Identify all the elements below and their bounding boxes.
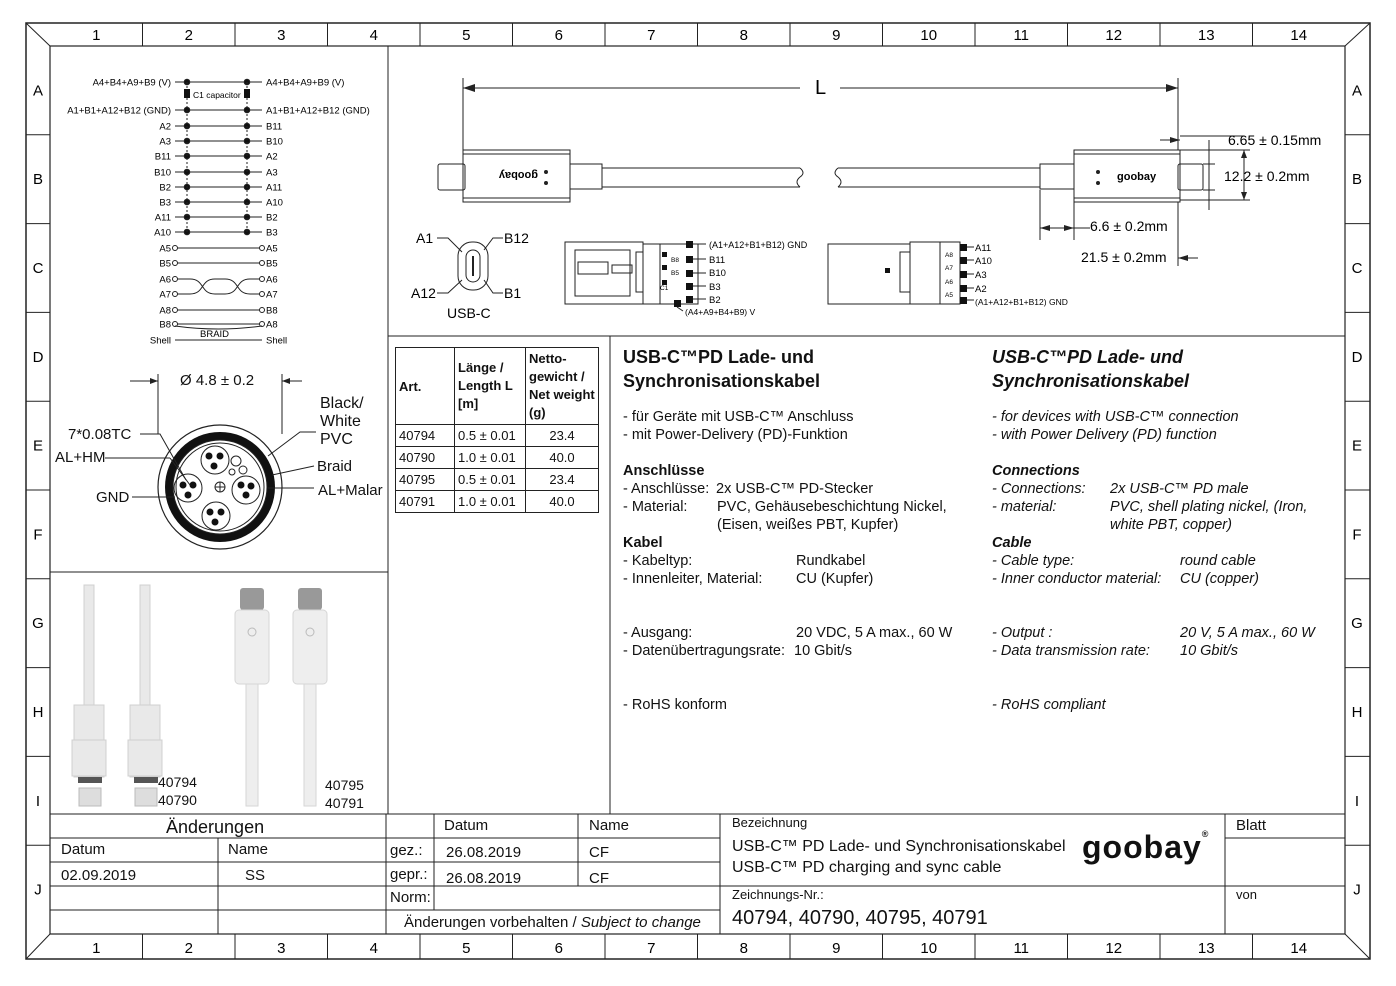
grid-row-label: J bbox=[1353, 881, 1361, 899]
pcb-left-gnd: (A1+A12+B1+B12) GND bbox=[709, 240, 808, 250]
grid-row-label: J bbox=[34, 881, 42, 899]
spec-en-conductor-row bbox=[992, 570, 1337, 588]
grid-column-label: 1 bbox=[92, 940, 101, 957]
spec-en-rate-key: - Data transmission rate: bbox=[992, 643, 1150, 659]
table-cell-art: 40790 bbox=[396, 447, 455, 469]
dimension-6-65: 6.65 ± 0.15mm bbox=[1228, 132, 1322, 148]
spec-en-material-value2: white PBT, copper) bbox=[1110, 517, 1232, 533]
pcb-left-small-c1: C1 bbox=[660, 285, 669, 292]
spec-german bbox=[623, 345, 983, 714]
wiring-pin-left: A3 bbox=[159, 136, 171, 148]
grid-column-label: 4 bbox=[369, 27, 378, 44]
grid-row-label: A bbox=[32, 82, 44, 100]
subject-to-change bbox=[404, 914, 701, 931]
table-row bbox=[396, 425, 599, 447]
grid-column-label: 10 bbox=[920, 27, 938, 44]
wiring-pin-right: Shell bbox=[266, 335, 288, 347]
spec-de-cable-heading: Kabel bbox=[623, 535, 663, 551]
spec-de-material-key: - Material: bbox=[623, 499, 688, 515]
pcb-left-drawing bbox=[565, 241, 706, 311]
changes-date-header: Datum bbox=[61, 841, 106, 858]
designation-label: Bezeichnung bbox=[732, 815, 808, 830]
jacket-label-line2: White bbox=[320, 413, 361, 430]
spec-de-conductor-row bbox=[623, 570, 983, 588]
of-label: von bbox=[1236, 887, 1257, 902]
pcb-left-small-b5: B5 bbox=[671, 270, 679, 277]
usbc-b1: B1 bbox=[504, 285, 522, 301]
spec-en-conn-row bbox=[992, 480, 1337, 498]
usbc-a1: A1 bbox=[416, 230, 434, 246]
table-row bbox=[396, 469, 599, 491]
spec-en-cabletype-value: round cable bbox=[1180, 553, 1256, 569]
grid-column-label: 12 bbox=[1105, 27, 1123, 44]
pcb-right-pin-a11: A11 bbox=[975, 243, 992, 254]
spec-en-rate-value: 10 Gbit/s bbox=[1180, 643, 1239, 659]
grid-column-label: 4 bbox=[369, 940, 378, 957]
grid-column-label: 6 bbox=[554, 27, 563, 44]
grid-column-label: 14 bbox=[1290, 940, 1308, 957]
diameter-label: Ø 4.8 ± 0.2 bbox=[180, 372, 255, 389]
grid-column-label: 1 bbox=[92, 27, 101, 44]
wiring-pin-left: A10 bbox=[154, 227, 171, 239]
wiring-pin-right: B11 bbox=[266, 121, 283, 133]
spec-en-cabletype-key: - Cable type: bbox=[992, 553, 1075, 569]
capacitor-symbol bbox=[184, 89, 190, 98]
pcb-left-small-b8: B8 bbox=[671, 257, 679, 264]
drawing-number-label: Zeichnungs-Nr.: bbox=[732, 887, 824, 902]
alhm-label: AL+HM bbox=[55, 449, 106, 466]
wiring-pin-left: A1+B1+A12+B12 (GND) bbox=[67, 105, 171, 117]
wiring-pin-right: A8 bbox=[266, 319, 278, 331]
usbc-title: USB-C bbox=[447, 305, 491, 321]
grid-row-label: D bbox=[1351, 348, 1363, 366]
table-cell-length: 0.5 ± 0.01 bbox=[455, 425, 526, 447]
pcb-right-pin-a2: A2 bbox=[975, 284, 987, 295]
grid-column-label: 13 bbox=[1197, 940, 1215, 957]
gepr-date: 26.08.2019 bbox=[446, 870, 522, 887]
dimension-12-2: 12.2 ± 0.2mm bbox=[1224, 168, 1310, 184]
length-label: L bbox=[815, 77, 827, 99]
pcb-right-pin-a10: A10 bbox=[975, 256, 992, 267]
spec-en-material-row2 bbox=[992, 516, 1337, 534]
spec-de-output-key: - Ausgang: bbox=[623, 625, 693, 641]
grid-row-label: C bbox=[1351, 260, 1363, 277]
usb-c-face bbox=[437, 238, 503, 293]
wiring-pin-left: Shell bbox=[149, 335, 171, 347]
spec-de-rate-value: 10 Gbit/s bbox=[794, 643, 853, 659]
table-cell-weight: 23.4 bbox=[526, 425, 599, 447]
jacket-label-line1: Black/ bbox=[320, 395, 364, 412]
wiring-pin-right: B3 bbox=[266, 227, 278, 239]
tc-label: 7*0.08TC bbox=[68, 426, 132, 443]
grid-column-label: 9 bbox=[832, 940, 841, 957]
approval-name-header: Name bbox=[589, 817, 630, 834]
grid-column-label: 11 bbox=[1013, 27, 1030, 44]
pcb-left-pin-b2: B2 bbox=[709, 295, 721, 306]
wiring-pin-right: A6 bbox=[266, 274, 278, 286]
spec-de-material-row2 bbox=[623, 516, 983, 534]
spec-de-cabletype-value: Rundkabel bbox=[796, 553, 866, 569]
grid-column-label: 11 bbox=[1013, 940, 1030, 957]
grid-row-label: F bbox=[1352, 526, 1362, 544]
wiring-pin-left: A7 bbox=[159, 289, 171, 301]
subject-en: Subject to change bbox=[580, 914, 701, 931]
grid-column-label: 7 bbox=[647, 940, 656, 957]
jacket-label bbox=[320, 395, 380, 449]
wiring-pin-right: A1+B1+A12+B12 (GND) bbox=[266, 105, 370, 117]
table-cell-art: 40795 bbox=[396, 469, 455, 491]
spec-en-conn-key: - Connections: bbox=[992, 481, 1086, 497]
spec-en-material-key: - material: bbox=[992, 499, 1057, 515]
grid-column-label: 3 bbox=[277, 27, 286, 44]
grid-row-label: B bbox=[32, 171, 44, 189]
capacitor-label: C1 capacitor bbox=[193, 90, 241, 100]
spec-de-title1: USB-C™PD Lade- und bbox=[623, 347, 814, 367]
gnd-label: GND bbox=[96, 489, 130, 506]
table-header-weight: Netto-gewicht / Net weight (g) bbox=[526, 348, 599, 425]
pcb-right-pin-a3: A3 bbox=[975, 270, 987, 281]
wiring-pin-right: B5 bbox=[266, 258, 278, 270]
braid-label-section: Braid bbox=[317, 458, 353, 475]
grid-row-label: B bbox=[1351, 171, 1363, 189]
grid-column-label: 2 bbox=[184, 940, 193, 957]
grid-row-label: D bbox=[32, 348, 44, 366]
spec-en-bullet2: - with Power Delivery (PD) function bbox=[992, 427, 1217, 443]
spec-en-material-value: PVC, shell plating nickel, (Iron, bbox=[1110, 499, 1308, 515]
grid-row-label: F bbox=[33, 526, 43, 544]
table-cell-length: 1.0 ± 0.01 bbox=[455, 447, 526, 469]
grid-row-label: G bbox=[1351, 615, 1363, 633]
pcb-right-small-a7: A7 bbox=[945, 265, 953, 272]
wiring-pin-left: A2 bbox=[159, 121, 171, 133]
capacitor-symbol-right bbox=[244, 89, 250, 98]
wiring-pin-right: B8 bbox=[266, 305, 278, 317]
table-cell-art: 40794 bbox=[396, 425, 455, 447]
grid-column-label: 8 bbox=[739, 940, 748, 957]
spec-de-title2: Synchronisationskabel bbox=[623, 371, 821, 391]
gez-date: 26.08.2019 bbox=[446, 844, 522, 861]
grid-column-label: 13 bbox=[1197, 27, 1215, 44]
spec-en-conductor-key: - Inner conductor material: bbox=[992, 571, 1162, 587]
table-cell-length: 1.0 ± 0.01 bbox=[455, 491, 526, 513]
change-date: 02.09.2019 bbox=[61, 867, 137, 884]
table-header-art: Art. bbox=[396, 348, 455, 425]
wiring-pin-right: A10 bbox=[266, 197, 283, 209]
photo-label-40791: 40791 bbox=[325, 795, 364, 811]
grid-row-label: E bbox=[32, 437, 44, 455]
plug-logo-left: goobay bbox=[498, 169, 538, 181]
spec-de-conn-row bbox=[623, 480, 983, 498]
pcb-left-pin-b10: B10 bbox=[709, 268, 726, 279]
gepr-label: gepr.: bbox=[390, 866, 428, 883]
grid-row-label: I bbox=[1354, 792, 1360, 810]
spec-de-output-value: 20 VDC, 5 A max., 60 W bbox=[796, 625, 953, 641]
pcb-right-small-a8: A8 bbox=[945, 252, 953, 259]
spec-de-conn-key: - Anschlüsse: bbox=[623, 481, 710, 497]
wiring-pin-left: A6 bbox=[159, 274, 171, 286]
dimension-6-6: 6.6 ± 0.2mm bbox=[1090, 218, 1168, 234]
wiring-pin-left: A8 bbox=[159, 305, 171, 317]
grid-row-label: C bbox=[32, 260, 44, 277]
table-cell-art: 40791 bbox=[396, 491, 455, 513]
photo-label-40795: 40795 bbox=[325, 777, 364, 793]
grid-row-label: G bbox=[32, 615, 44, 633]
gez-name: CF bbox=[589, 844, 609, 861]
spec-en-cabletype-row bbox=[992, 552, 1337, 570]
pcb-left-pin-b11: B11 bbox=[709, 255, 726, 266]
spec-en-output-row bbox=[992, 624, 1337, 642]
change-name: SS bbox=[245, 867, 266, 884]
pcb-right-gnd: (A1+A12+B1+B12) GND bbox=[975, 297, 1068, 307]
wiring-pin-left: A5 bbox=[159, 243, 171, 255]
usbc-a12: A12 bbox=[411, 285, 436, 301]
grid-column-label: 5 bbox=[462, 27, 471, 44]
grid-column-label: 3 bbox=[277, 940, 286, 957]
photo-label-40790: 40790 bbox=[158, 792, 197, 808]
wiring-pin-left: B11 bbox=[154, 151, 171, 163]
spec-en-conductor-value: CU (copper) bbox=[1180, 571, 1259, 587]
spec-en-material-row bbox=[992, 498, 1337, 516]
changes-name-header: Name bbox=[228, 841, 269, 858]
table-cell-weight: 40.0 bbox=[526, 491, 599, 513]
spec-en-output-key: - Output : bbox=[992, 625, 1053, 641]
plug-logo-right: goobay bbox=[1117, 171, 1157, 183]
wiring-pin-left: B8 bbox=[159, 319, 171, 331]
wiring-pin-left: A4+B4+A9+B9 (V) bbox=[92, 77, 171, 89]
spec-de-output-row bbox=[623, 624, 983, 642]
spec-en-title1: USB-C™PD Lade- und bbox=[992, 347, 1183, 367]
pcb-left-pin-b3: B3 bbox=[709, 282, 721, 293]
wiring-pin-left: A11 bbox=[154, 212, 171, 224]
table-cell-length: 0.5 ± 0.01 bbox=[455, 469, 526, 491]
spec-de-bullet1: - für Geräte mit USB-C™ Anschluss bbox=[623, 409, 854, 425]
pcb-right-small-a5: A5 bbox=[945, 292, 953, 299]
spec-en-bullet1: - for devices with USB-C™ connection bbox=[992, 409, 1239, 425]
spec-english bbox=[992, 345, 1337, 714]
spec-de-conductor-key: - Innenleiter, Material: bbox=[623, 571, 763, 587]
spec-de-cabletype-row bbox=[623, 552, 983, 570]
jacket-label-line3: PVC bbox=[320, 431, 353, 448]
dimension-21-5: 21.5 ± 0.2mm bbox=[1081, 249, 1167, 265]
changes-heading: Änderungen bbox=[166, 817, 265, 837]
wiring-pin-right: B10 bbox=[266, 136, 283, 148]
photo-label-40794: 40794 bbox=[158, 774, 197, 790]
sheet-label: Blatt bbox=[1236, 817, 1267, 834]
grid-column-label: 10 bbox=[920, 940, 938, 957]
wiring-pin-left: B10 bbox=[154, 167, 171, 179]
table-cell-weight: 23.4 bbox=[526, 469, 599, 491]
wiring-pin-right: A5 bbox=[266, 243, 278, 255]
wiring-pin-right: A4+B4+A9+B9 (V) bbox=[266, 77, 345, 89]
table-header-length: Länge / Length L [m] bbox=[455, 348, 526, 425]
spec-en-rohs: - RoHS compliant bbox=[992, 697, 1106, 713]
gepr-name: CF bbox=[589, 870, 609, 887]
spec-de-rohs: - RoHS konform bbox=[623, 697, 727, 713]
wiring-pin-right: B2 bbox=[266, 212, 278, 224]
table-row bbox=[396, 447, 599, 469]
spec-de-material-value: PVC, Gehäusebeschichtung Nickel, bbox=[717, 499, 947, 515]
grid-row-label: A bbox=[1351, 82, 1363, 100]
photo-label-right bbox=[325, 776, 364, 812]
grid-row-label: E bbox=[1351, 437, 1363, 455]
spec-en-rate-row bbox=[992, 642, 1337, 660]
goobay-logo: goobay® bbox=[1082, 829, 1210, 865]
drawing-number: 40794, 40790, 40795, 40791 bbox=[732, 907, 988, 929]
wiring-pin-left: B5 bbox=[159, 258, 171, 270]
spec-de-conn-heading: Anschlüsse bbox=[623, 463, 705, 479]
spec-en-title2: Synchronisationskabel bbox=[992, 371, 1190, 391]
grid-column-label: 9 bbox=[832, 27, 841, 44]
grid-column-label: 6 bbox=[554, 940, 563, 957]
spec-en-output-value: 20 V, 5 A max., 60 W bbox=[1180, 625, 1315, 641]
usbc-b12: B12 bbox=[504, 230, 529, 246]
grid-column-label: 7 bbox=[647, 27, 656, 44]
table-row bbox=[396, 491, 599, 513]
article-table bbox=[395, 347, 599, 513]
grid-column-label: 5 bbox=[462, 940, 471, 957]
description-de: USB-C™ PD Lade- und Synchronisationskabel bbox=[732, 838, 1066, 855]
wiring-pin-right: A11 bbox=[266, 182, 283, 194]
spec-de-conn-value: 2x USB-C™ PD-Stecker bbox=[716, 481, 874, 497]
spec-en-conn-heading: Connections bbox=[992, 463, 1080, 479]
pcb-left-v: (A4+A9+B4+B9) V bbox=[685, 307, 756, 317]
grid-column-label: 12 bbox=[1105, 940, 1123, 957]
grid-row-label: H bbox=[32, 704, 44, 721]
wiring-pin-left: B3 bbox=[159, 197, 171, 209]
grid-column-label: 14 bbox=[1290, 27, 1308, 44]
spec-de-rate-key: - Datenübertragungsrate: bbox=[623, 643, 786, 659]
spec-de-rate-row bbox=[623, 642, 983, 660]
spec-de-material-row bbox=[623, 498, 983, 516]
spec-en-conn-value: 2x USB-C™ PD male bbox=[1110, 481, 1249, 497]
grid-row-label: H bbox=[1351, 704, 1363, 721]
description-en: USB-C™ PD charging and sync cable bbox=[732, 859, 1002, 876]
grid-column-label: 2 bbox=[184, 27, 193, 44]
spec-en-cable-heading: Cable bbox=[992, 535, 1032, 551]
spec-de-conductor-value: CU (Kupfer) bbox=[796, 571, 874, 587]
almalar-label: AL+Malar bbox=[318, 482, 383, 499]
spec-de-cabletype-key: - Kabeltyp: bbox=[623, 553, 693, 569]
spec-de-bullet2: - mit Power-Delivery (PD)-Funktion bbox=[623, 427, 848, 443]
spec-de-material-value2: (Eisen, weißes PBT, Kupfer) bbox=[717, 517, 899, 533]
goobay-logo-text: goobay bbox=[1082, 829, 1202, 865]
wiring-pin-right: A2 bbox=[266, 151, 278, 163]
approval-date-header: Datum bbox=[444, 817, 489, 834]
wiring-pin-right: A3 bbox=[266, 167, 278, 179]
gez-label: gez.: bbox=[390, 842, 423, 859]
grid-row-label: I bbox=[35, 792, 41, 810]
table-cell-weight: 40.0 bbox=[526, 447, 599, 469]
pcb-right-small-a6: A6 bbox=[945, 279, 953, 286]
cable-cross-section bbox=[105, 374, 316, 549]
subject-de: Änderungen vorbehalten / bbox=[404, 914, 581, 931]
wiring-pin-right: A7 bbox=[266, 289, 278, 301]
photo-label-left bbox=[158, 773, 197, 809]
grid-column-label: 8 bbox=[739, 27, 748, 44]
braid-label: BRAID bbox=[200, 329, 230, 340]
wiring-pin-left: B2 bbox=[159, 182, 171, 194]
norm-label: Norm: bbox=[390, 889, 431, 906]
